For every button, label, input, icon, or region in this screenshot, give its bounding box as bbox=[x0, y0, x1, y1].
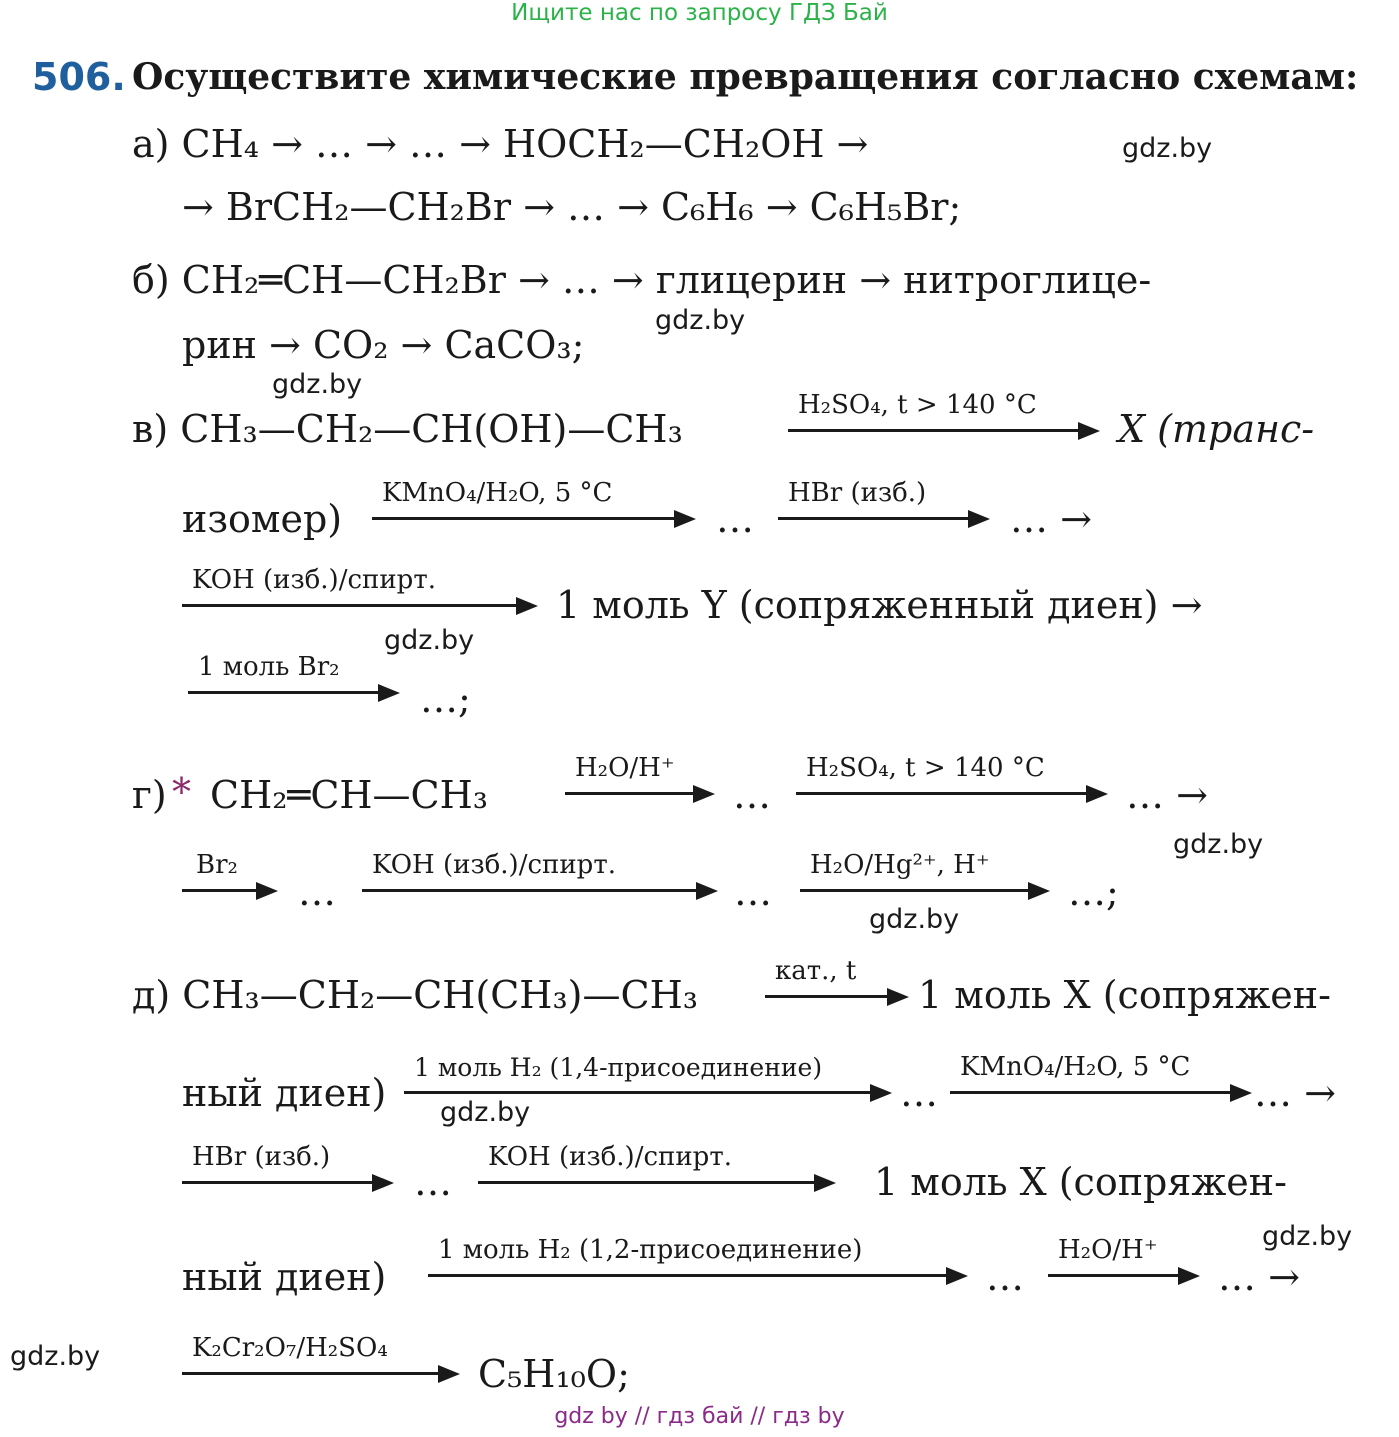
scheme-a-line2: → BrCH₂—CH₂Br → … → C₆H₆ → C₆H₅Br; bbox=[182, 185, 962, 229]
watermark: gdz.by bbox=[10, 1341, 101, 1372]
scheme-g-line1-mid: … bbox=[733, 773, 771, 817]
scheme-v-line1: в) CH₃—CH₂—CH(OH)—CH₃ bbox=[132, 407, 683, 451]
watermark: gdz.by bbox=[384, 625, 475, 656]
scheme-v-line2-end: … → bbox=[1010, 497, 1092, 541]
arrow-condition: H₂O/Hg²⁺, H⁺ bbox=[810, 850, 990, 880]
scheme-d-line4-mid: … bbox=[986, 1255, 1024, 1299]
arrow-condition: 1 моль H₂ (1,2-присоединение) bbox=[438, 1235, 863, 1265]
scheme-b-line1: б) CH₂═CH—CH₂Br → … → глицерин → нитроглице- bbox=[132, 258, 1152, 302]
arrow-condition: 1 моль H₂ (1,4-присоединение) bbox=[414, 1053, 823, 1082]
scheme-d-line1: д) CH₃—CH₂—CH(CH₃)—CH₃ bbox=[132, 973, 698, 1017]
scheme-g-line2-end: …; bbox=[1068, 870, 1119, 914]
arrow-condition: HBr (изб.) bbox=[192, 1142, 331, 1172]
watermark: gdz.by bbox=[869, 904, 960, 935]
arrow-condition: кат., t bbox=[775, 956, 857, 986]
scheme-g-line2-mid2: … bbox=[734, 870, 772, 914]
asterisk-mark: * bbox=[172, 770, 191, 814]
reaction-arrow bbox=[950, 1042, 1252, 1094]
watermark: gdz.by bbox=[272, 369, 363, 400]
scheme-g-line2-mid1: … bbox=[298, 870, 336, 914]
reaction-arrow bbox=[188, 642, 400, 694]
arrow-condition: KOH (изб.)/спирт. bbox=[372, 850, 616, 880]
arrow-condition: KMnO₄/H₂O, 5 °C bbox=[382, 478, 613, 508]
scheme-d-line4-start: ный диен) bbox=[182, 1255, 387, 1299]
scheme-g-line1: CH₂═CH—CH₃ bbox=[210, 773, 488, 817]
arrow-condition: K₂Cr₂O₇/H₂SO₄ bbox=[192, 1333, 388, 1363]
scheme-v-line1-tail: X (транс- bbox=[1118, 407, 1315, 451]
bottom-banner[interactable]: gdz by // гдз бай // гдз by bbox=[554, 1404, 845, 1429]
scheme-d-line5-end: C₅H₁₀O; bbox=[478, 1352, 630, 1396]
watermark: gdz.by bbox=[1173, 829, 1264, 860]
reaction-arrow bbox=[796, 743, 1108, 795]
reaction-arrow bbox=[182, 1323, 460, 1375]
reaction-arrow bbox=[1048, 1225, 1200, 1277]
arrow-condition: HBr (изб.) bbox=[788, 478, 927, 508]
reaction-arrow bbox=[182, 555, 538, 607]
reaction-arrow bbox=[788, 380, 1100, 432]
top-banner[interactable]: Ищите нас по запросу ГДЗ Бай bbox=[511, 0, 888, 26]
scheme-d-line3-end: 1 моль X (сопряжен- bbox=[874, 1160, 1287, 1204]
watermark: gdz.by bbox=[1262, 1221, 1353, 1252]
arrow-condition: H₂SO₄, t > 140 °C bbox=[798, 390, 1037, 420]
scheme-b-line2: рин → CO₂ → CaCO₃; bbox=[182, 323, 585, 367]
reaction-arrow bbox=[428, 1225, 968, 1277]
scheme-g-label: г) bbox=[132, 773, 167, 817]
reaction-arrow bbox=[800, 840, 1050, 892]
scheme-v-line4-end: …; bbox=[420, 677, 471, 721]
task-title: Осуществите химические превращения согласно схемам: bbox=[132, 56, 1359, 98]
arrow-condition: KMnO₄/H₂O, 5 °C bbox=[960, 1052, 1191, 1082]
scheme-d-line2-mid: … bbox=[900, 1071, 938, 1115]
scheme-d-line1-tail: 1 моль X (сопряжен- bbox=[918, 973, 1331, 1017]
arrow-condition: H₂O/H⁺ bbox=[1058, 1235, 1158, 1265]
scheme-d-line3-mid: … bbox=[414, 1160, 452, 1204]
arrow-condition: 1 моль Br₂ bbox=[198, 652, 340, 682]
scheme-v-line3-end: 1 моль Y (сопряженный диен) → bbox=[556, 583, 1203, 627]
reaction-arrow bbox=[182, 840, 278, 892]
watermark: gdz.by bbox=[1122, 133, 1213, 164]
arrow-condition: H₂SO₄, t > 140 °C bbox=[806, 753, 1045, 783]
watermark: gdz.by bbox=[440, 1097, 531, 1128]
reaction-arrow bbox=[765, 946, 909, 998]
arrow-condition: KOH (изб.)/спирт. bbox=[192, 565, 436, 595]
scheme-a-line1: а) CH₄ → … → … → HOCH₂—CH₂OH → bbox=[132, 122, 869, 166]
reaction-arrow bbox=[478, 1132, 836, 1184]
reaction-arrow bbox=[372, 468, 696, 520]
reaction-arrow bbox=[362, 840, 718, 892]
reaction-arrow bbox=[404, 1042, 892, 1094]
scheme-d-line4-end: … → bbox=[1218, 1255, 1300, 1299]
reaction-arrow bbox=[182, 1132, 394, 1184]
scheme-d-line2-start: ный диен) bbox=[182, 1071, 387, 1115]
arrow-condition: H₂O/H⁺ bbox=[575, 753, 675, 783]
task-number: 506. bbox=[32, 55, 126, 99]
arrow-condition: KOH (изб.)/спирт. bbox=[488, 1142, 732, 1172]
scheme-v-line2-start: изомер) bbox=[182, 497, 343, 541]
watermark: gdz.by bbox=[655, 305, 746, 336]
reaction-arrow bbox=[565, 743, 715, 795]
scheme-v-line2-mid: … bbox=[716, 497, 754, 541]
scheme-d-line2-end: … → bbox=[1254, 1071, 1336, 1115]
reaction-arrow bbox=[778, 468, 990, 520]
arrow-condition: Br₂ bbox=[196, 850, 238, 880]
scheme-g-line1-end: … → bbox=[1126, 773, 1208, 817]
